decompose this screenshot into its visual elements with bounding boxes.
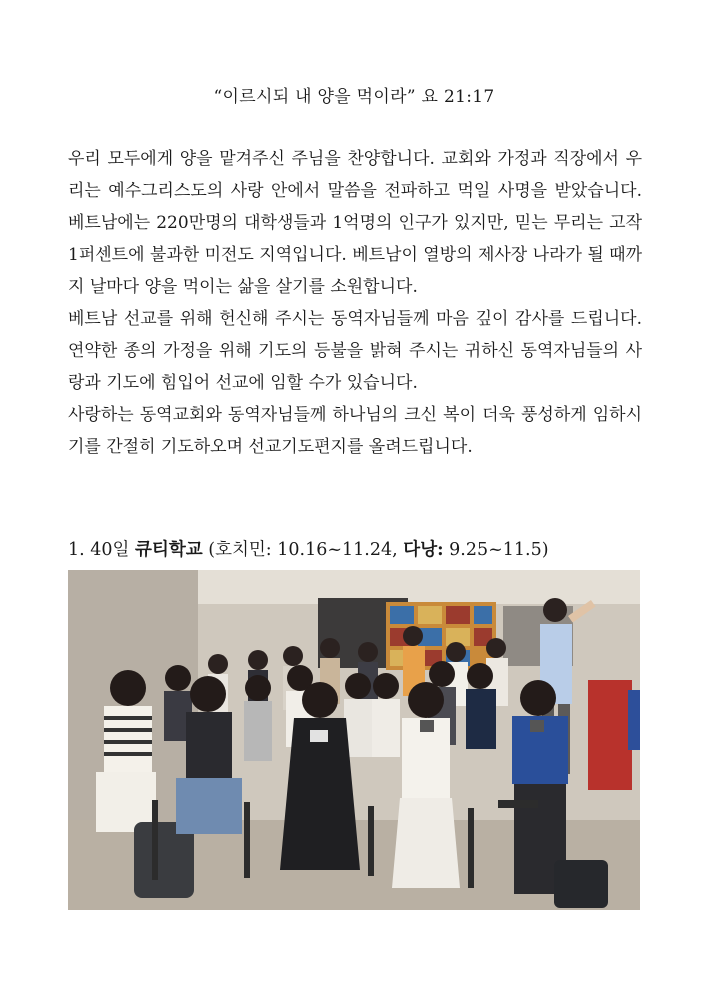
group-photo bbox=[68, 570, 640, 910]
hochiminh-dates: 10.16~11.24, bbox=[277, 540, 398, 560]
danang-label: 다낭: bbox=[403, 540, 444, 560]
paragraph-thanks: 베트남 선교를 위해 헌신해 주시는 동역자님들께 마음 깊이 감사를 드립니다. 연약한 종의 가정을 위해 기도의 등불을 밝혀 주시는 귀하신 동역자님들의 사랑과 기도에 힘입어 선교에 임할 수가 있습니다. bbox=[68, 309, 642, 393]
section-name-bold: 큐티학교 bbox=[135, 540, 203, 560]
mosaic-wall bbox=[386, 602, 496, 670]
letter-body bbox=[68, 143, 642, 463]
paragraph-intro: 우리 모두에게 양을 맡겨주신 주님을 찬양합니다. 교회와 가정과 직장에서 우리는 예수그리스도의 사랑 안에서 말씀을 전파하고 먹일 사명을 받았습니다. 베트남에는 220만명의 대학생들과 1억명의 인구가 있지만, 믿는 무리는 고작 1퍼센트에 불과한 미전도 지역입니다. 베트남이 열방의 제사장 나라가 될 때까지 날마다 양을 먹이는 삶을 살기를 소원합니다. bbox=[68, 149, 642, 297]
danang-dates: 9.25~11.5) bbox=[449, 540, 549, 560]
section-name: 40일 bbox=[90, 540, 130, 560]
letter-title: “이르시되 내 양을 먹이라” 요 21:17 bbox=[213, 87, 495, 107]
section-number: 1. bbox=[68, 540, 85, 560]
hochiminh-label: (호치민: bbox=[208, 540, 272, 560]
group-photo-illustration bbox=[68, 570, 640, 910]
section-heading bbox=[68, 536, 648, 561]
paragraph-blessing: 사랑하는 동역교회와 동역자님들께 하나님의 크신 복이 더욱 풍성하게 임하시기를 간절히 기도하오며 선교기도편지를 올려드립니다. bbox=[68, 405, 642, 457]
